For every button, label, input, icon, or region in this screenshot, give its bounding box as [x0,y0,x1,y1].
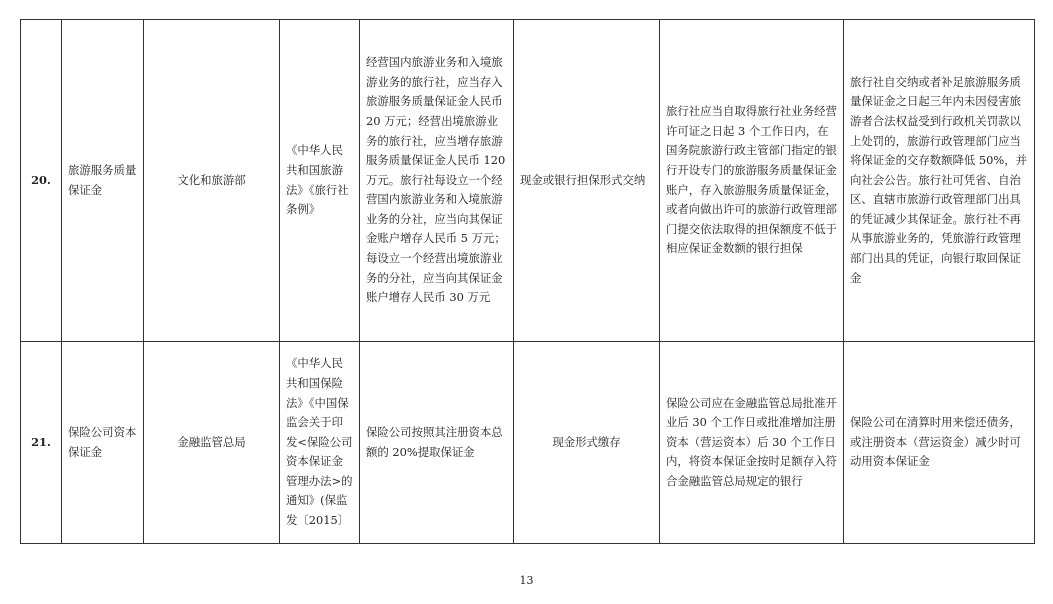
item-name: 旅游服务质量保证金 [62,20,144,342]
table-row [21,20,1035,342]
row-number: 20. [21,20,62,342]
department: 文化和旅游部 [144,20,280,342]
payment-form: 现金形式缴存 [514,342,660,544]
refund-rule: 保险公司在清算时用来偿还债务，或注册资本（营运资金）减少时可动用资本保证金 [844,342,1035,544]
page-number: 13 [519,574,534,587]
legal-basis: 《中华人民共和国保险法》《中国保监会关于印发<保险公司资本保证金管理办法>的通知》(保监发〔2015〕 [280,342,360,544]
table-row [21,342,1035,544]
deposit-requirement: 保险公司应在金融监管总局批准开业后 30 个工作日或批准增加注册资本（营运资本）后 30 个工作日内，将资本保证金按时足额存入符合金融监管总局规定的银行 [660,342,844,544]
deposit-standard: 经营国内旅游业务和入境旅游业务的旅行社，应当存入旅游服务质量保证金人民币 20 万元；经营出境旅游业务的旅行社，应当增存旅游服务质量保证金人民币 120 万元。旅行社每设立一个经营国内旅游业务和入境旅游业务的分社，应当向其保证金账户增存人民币 5 万元；每设立一个经营出境旅游业务的分社，应当向其保证金账户增存人民币 30 万元 [360,20,514,342]
deposit-requirement: 旅行社应当自取得旅行社业务经营许可证之日起 3 个工作日内，在国务院旅游行政主管部门指定的银行开设专门的旅游服务质量保证金账户，存入旅游服务质量保证金，或者向做出许可的旅游行政管理部门提交依法取得的担保额度不低于相应保证金数额的银行担保 [660,20,844,342]
payment-form: 现金或银行担保形式交纳 [514,20,660,342]
margin-table [20,19,1035,544]
deposit-standard: 保险公司按照其注册资本总额的 20%提取保证金 [360,342,514,544]
department: 金融监管总局 [144,342,280,544]
row-number: 21. [21,342,62,544]
refund-rule: 旅行社自交纳或者补足旅游服务质量保证金之日起三年内未因侵害旅游者合法权益受到行政机关罚款以上处罚的，旅游行政管理部门应当将保证金的交存数额降低 50%，并向社会公告。旅行社可凭省、自治区、直辖市旅游行政管理部门出具的凭证减少其保证金。旅行社不再从事旅游业务的，凭旅游行政管理部门出具的凭证，向银行取回保证金 [844,20,1035,342]
legal-basis: 《中华人民共和国旅游法》《旅行社条例》 [280,20,360,342]
item-name: 保险公司资本保证金 [62,342,144,544]
